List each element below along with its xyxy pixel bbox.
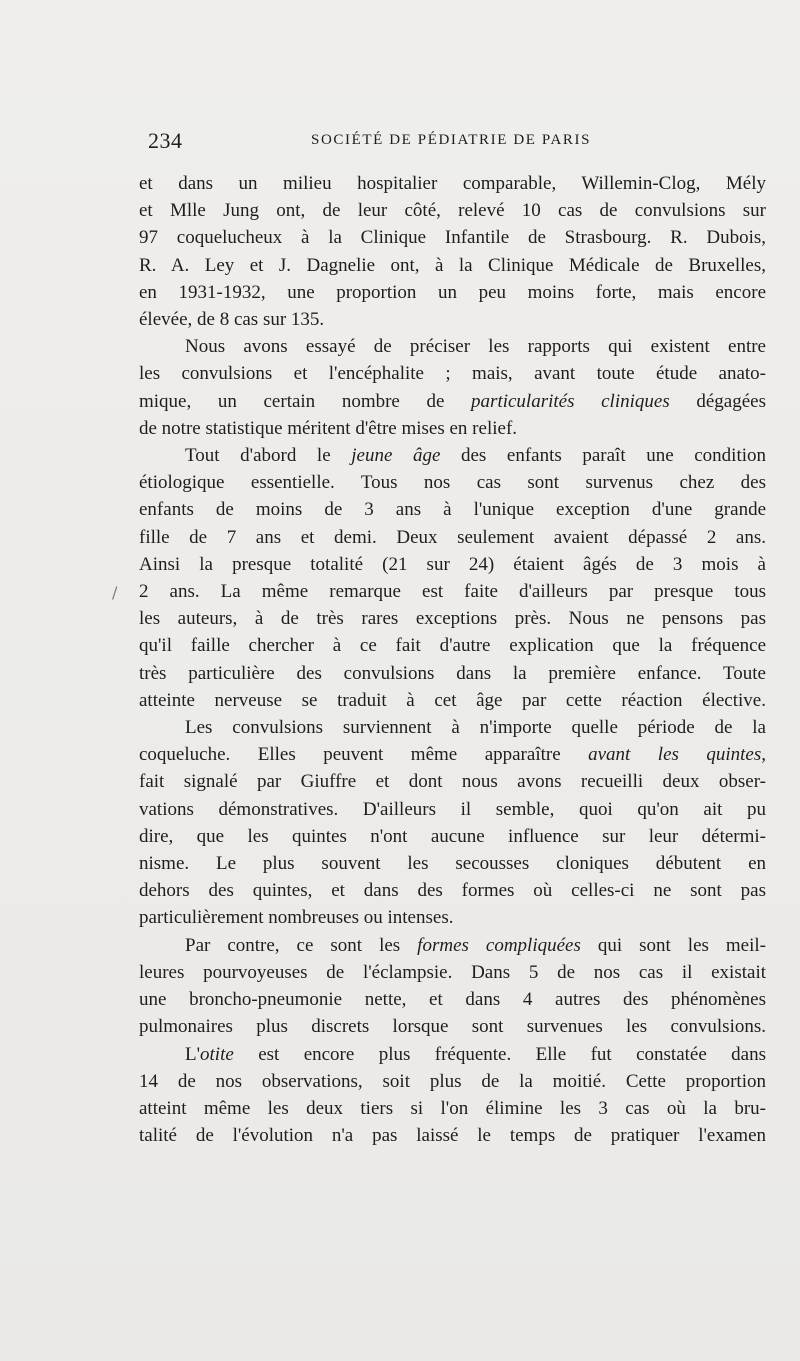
italic-text: otite (200, 1043, 234, 1065)
text-line (139, 986, 766, 1013)
text-segment: Ainsi la presque totalité (21 sur 24) étaient âgés de 3 mois à (139, 553, 766, 575)
text-segment: fille de 7 ans et demi. Deux seulement avaient dépassé 2 ans. (139, 526, 766, 548)
text-line (139, 388, 766, 415)
text-line (139, 823, 766, 850)
paragraph (139, 932, 766, 1041)
text-segment: mique, un certain nombre de (139, 390, 472, 412)
text-segment: dire, que les quintes n'ont aucune influence sur leur détermi- (139, 825, 766, 847)
text-segment: particulièrement nombreuses ou intenses. (139, 907, 454, 929)
text-segment: 14 de nos observations, soit plus de la moitié. Cette proportion (139, 1070, 766, 1092)
page-number: 234 (148, 128, 183, 153)
text-segment: 97 coquelucheux à la Clinique Infantile de Strasbourg. R. Dubois, (139, 227, 766, 249)
text-segment: enfants de moins de 3 ans à l'unique exception d'une grande (139, 499, 766, 521)
text-segment: R. A. Ley et J. Dagnelie ont, à la Clinique Médicale de Bruxelles, (139, 254, 766, 276)
text-segment: une broncho-pneumonie nette, et dans 4 autres des phénomènes (139, 989, 766, 1011)
text-segment: Nous avons essayé de préciser les rapports qui existent entre (185, 336, 766, 358)
italic-text: formes compliquées (417, 934, 581, 956)
italic-text: avant les quintes, (588, 744, 766, 766)
text-line (139, 415, 766, 442)
text-segment: vations démonstratives. D'ailleurs il semble, quoi qu'on ait pu (139, 798, 766, 820)
paragraph (139, 333, 766, 442)
italic-text: particularités cliniques (471, 390, 670, 412)
text-segment: Tout d'abord le (185, 445, 352, 467)
text-line (139, 578, 766, 605)
text-line (139, 660, 766, 687)
text-line (139, 360, 766, 387)
margin-mark: / (112, 583, 118, 602)
text-line (139, 959, 766, 986)
text-segment: pulmonaires plus discrets lorsque sont survenues les convulsions. (139, 1016, 766, 1038)
paragraph (139, 714, 766, 932)
text-line (139, 469, 766, 496)
text-line (139, 714, 766, 741)
text-segment: atteinte nerveuse se traduit à cet âge par cette réaction élective. (139, 689, 766, 711)
text-segment: de notre statistique méritent d'être mises en relief. (139, 417, 518, 439)
text-segment: des enfants paraît une condition (440, 445, 766, 467)
text-line (139, 932, 766, 959)
text-line (139, 632, 766, 659)
text-segment: 2 ans. La même remarque est faite d'ailleurs par presque tous (139, 581, 766, 603)
text-line (139, 1013, 766, 1040)
text-line (139, 1122, 766, 1149)
text-segment: dehors des quintes, et dans des formes où celles-ci ne sont pas (139, 880, 766, 902)
text-line (139, 796, 766, 823)
text-segment: Les convulsions surviennent à n'importe quelle période de la (185, 717, 766, 739)
text-line (139, 442, 766, 469)
text-line (139, 551, 766, 578)
text-segment: très particulière des convulsions dans la première enfance. Toute (139, 662, 766, 684)
text-segment: nisme. Le plus souvent les secousses cloniques débutent en (139, 853, 766, 875)
text-segment: les auteurs, à de très rares exceptions près. Nous ne pensons pas (139, 608, 766, 630)
text-line (139, 877, 766, 904)
text-segment: est encore plus fréquente. Elle fut constatée dans (233, 1043, 766, 1065)
text-line (139, 224, 766, 251)
text-segment: leures pourvoyeuses de l'éclampsie. Dans 5 de nos cas il existait (139, 961, 766, 983)
text-line (139, 1068, 766, 1095)
text-line (139, 1095, 766, 1122)
text-line (139, 768, 766, 795)
text-segment: talité de l'évolution n'a pas laissé le temps de pratiquer l'examen (139, 1125, 766, 1147)
text-segment: L' (185, 1043, 201, 1065)
text-segment: Par contre, ce sont les (185, 934, 418, 956)
text-segment: étiologique essentielle. Tous nos cas sont survenus chez des (139, 472, 766, 494)
text-line (139, 524, 766, 551)
paragraph (139, 442, 766, 714)
text-segment: les convulsions et l'encéphalite ; mais, avant toute étude anato- (139, 363, 766, 385)
text-segment: qui sont les meil- (580, 934, 766, 956)
page-header (148, 128, 768, 154)
text-segment: qu'il faille chercher à ce fait d'autre explication que la fréquence (139, 635, 766, 657)
text-line (139, 306, 766, 333)
text-line (139, 741, 766, 768)
body-text (139, 170, 766, 1149)
running-head: SOCIÉTÉ DE PÉDIATRIE DE PARIS (311, 132, 592, 148)
text-segment: en 1931-1932, une proportion un peu moins forte, mais encore (139, 281, 766, 303)
text-segment: élevée, de 8 cas sur 135. (139, 309, 325, 331)
text-line (139, 904, 766, 931)
text-segment: et dans un milieu hospitalier comparable, Willemin-Clog, Mély (139, 173, 766, 194)
text-line (139, 496, 766, 523)
text-segment: et Mlle Jung ont, de leur côté, relevé 10 cas de convulsions sur (139, 200, 766, 222)
text-line (139, 1041, 766, 1068)
text-line (139, 279, 766, 306)
paragraph (139, 1041, 766, 1150)
text-line (139, 605, 766, 632)
text-line (139, 252, 766, 279)
text-segment: coqueluche. Elles peuvent même apparaître (139, 744, 589, 766)
text-line (139, 850, 766, 877)
text-segment: fait signalé par Giuffre et dont nous avons recueilli deux obser- (139, 771, 766, 793)
text-line (139, 333, 766, 360)
paragraph (139, 170, 766, 333)
text-line (139, 687, 766, 714)
text-line (139, 197, 766, 224)
text-segment: atteint même les deux tiers si l'on élimine les 3 cas où la bru- (139, 1097, 766, 1119)
text-segment: dégagées (669, 390, 766, 412)
text-line (139, 170, 766, 197)
italic-text: jeune âge (351, 445, 441, 467)
